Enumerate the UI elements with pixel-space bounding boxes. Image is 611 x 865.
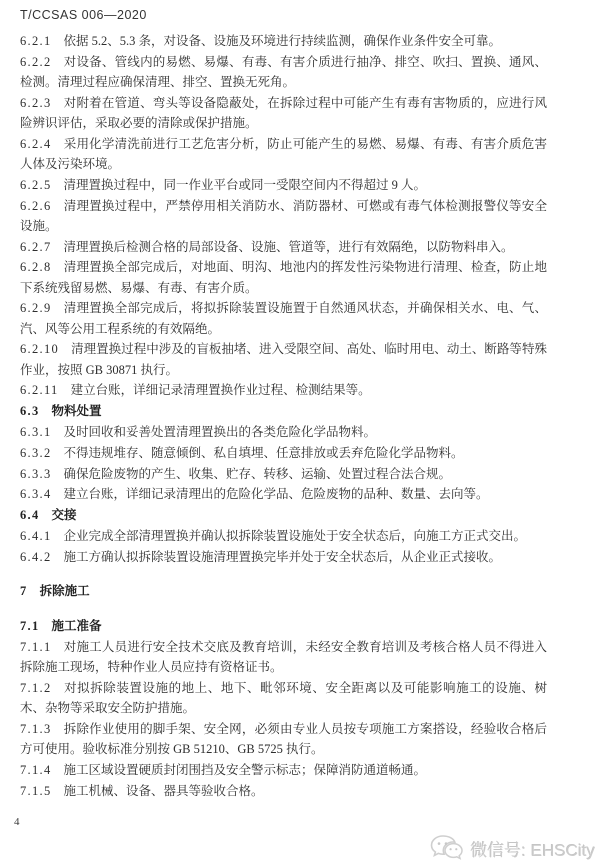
clause-7.1.1 xyxy=(20,637,547,677)
clause-6.3.3 xyxy=(20,464,547,484)
clause-number: 6.2.3 xyxy=(20,95,52,110)
clause-number: 6.3.2 xyxy=(20,445,52,460)
clause-number: 7 xyxy=(20,583,28,598)
clause-text: 对设备、管线内的易燃、易爆、有毒、有害介质进行抽净、排空、吹扫、置换、通风、检测。清理过程应确保清理、排空、置换无死角。 xyxy=(20,54,547,89)
clause-number: 6.3 xyxy=(20,404,40,419)
clause-6.2.11 xyxy=(20,380,547,400)
clause-text: 不得违规堆存、随意倾倒、私自填埋、任意排放或丢弃危险化学品物料。 xyxy=(63,445,464,460)
clause-number: 7.1.3 xyxy=(20,721,52,736)
clause-text: 清理置换全部完成后，对地面、明沟、地池内的挥发性污染物进行清理、检查，防止地下系统残留易燃、易爆、有毒、有害介质。 xyxy=(20,260,547,295)
clause-7.1.4 xyxy=(20,760,547,780)
clause-text: 清理置换后检测合格的局部设备、设施、管道等，进行有效隔绝，以防物料串入。 xyxy=(63,239,514,254)
clause-6.2.3 xyxy=(20,93,547,133)
clause-number: 6.2.8 xyxy=(20,260,52,275)
clause-text: 建立台账，详细记录清理出的危险化学品、危险废物的品种、数量、去向等。 xyxy=(63,487,489,502)
clause-7 xyxy=(20,581,547,601)
clause-7.1.5 xyxy=(20,781,547,801)
clause-6.2.10 xyxy=(20,339,547,379)
document-content-area xyxy=(20,8,547,801)
clause-number: 6.2.10 xyxy=(20,342,60,357)
clause-7.1 xyxy=(20,616,547,636)
clause-text: 企业完成全部清理置换并确认拟拆除装置设施处于安全状态后，向施工方正式交出。 xyxy=(63,528,527,543)
clause-number: 6.3.4 xyxy=(20,487,52,502)
clause-text: 施工区域设置硬质封闭围挡及安全警示标志；保障消防通道畅通。 xyxy=(63,762,427,777)
clause-text: 依据 5.2、5.3 条，对设备、设施及环境进行持续监测，确保作业条件安全可靠。 xyxy=(63,34,502,48)
clause-text: 对拟拆除装置设施的地上、地下、毗邻环境、安全距离以及可能影响施工的设施、树木、杂物等采取安全防护措施。 xyxy=(20,680,547,716)
clause-text: 清理置换过程中，严禁停用相关消防水、消防器材、可燃或有毒气体检测报警仪等安全设施。 xyxy=(20,198,547,233)
clause-text: 清理置换过程中涉及的盲板抽堵、进入受限空间、高处、临时用电、动土、断路等特殊作业，按照 GB 30871 执行。 xyxy=(20,342,547,377)
clause-number: 7.1 xyxy=(20,619,40,634)
clause-6.2.8 xyxy=(20,257,547,297)
clause-number: 7.1.5 xyxy=(20,783,52,798)
document-body xyxy=(20,31,547,801)
clause-6.3.1 xyxy=(20,422,547,442)
clause-text: 清理置换全部完成后，将拟拆除装置设施置于自然通风状态，并确保相关水、电、气、汽、风等公用工程系统的有效隔绝。 xyxy=(20,301,547,336)
clause-6.4 xyxy=(20,505,547,525)
clause-text: 采用化学清洗前进行工艺危害分析，防止可能产生的易燃、易爆、有毒、有害介质危害人体及污染环境。 xyxy=(20,136,547,171)
clause-number: 6.2.4 xyxy=(20,136,52,151)
standard-number-header: T/CCSAS 006—2020 xyxy=(20,8,147,22)
watermark-text: 微信号: EHSCity xyxy=(470,840,595,860)
clause-6.2.6 xyxy=(20,196,547,236)
clause-7.1.2 xyxy=(20,678,547,718)
clause-6.3 xyxy=(20,401,547,421)
clause-6.2.2 xyxy=(20,52,547,92)
clause-6.3.4 xyxy=(20,484,547,504)
clause-number: 7.1.4 xyxy=(20,762,52,777)
clause-6.4.2 xyxy=(20,547,547,567)
clause-number: 6.2.7 xyxy=(20,239,52,254)
clause-text: 对附着在管道、弯头等设备隐蔽处，在拆除过程中可能产生有毒有害物质的，应进行风险辨识评估，采取必要的清除或保护措施。 xyxy=(20,95,547,130)
clause-text: 及时回收和妥善处置清理置换出的各类危险化学品物料。 xyxy=(63,424,377,439)
clause-number: 6.2.6 xyxy=(20,198,52,213)
clause-6.2.4 xyxy=(20,134,547,174)
clause-6.2.7 xyxy=(20,237,547,257)
clause-number: 7.1.1 xyxy=(20,639,52,654)
clause-number: 7.1.2 xyxy=(20,680,52,695)
clause-text: 物料处置 xyxy=(51,404,102,419)
clause-number: 6.2.5 xyxy=(20,177,52,192)
clause-number: 6.3.3 xyxy=(20,466,52,481)
clause-text: 建立台账，详细记录清理置换作业过程、检测结果等。 xyxy=(70,383,371,398)
clause-text: 确保危险废物的产生、收集、贮存、转移、运输、处置过程合法合规。 xyxy=(63,466,452,481)
clause-text: 施工机械、设备、器具等验收合格。 xyxy=(63,783,264,798)
clause-text: 交接 xyxy=(51,508,77,523)
clause-number: 6.2.2 xyxy=(20,54,52,69)
clause-number: 6.2.9 xyxy=(20,301,52,316)
clause-6.4.1 xyxy=(20,526,547,546)
clause-text: 拆除作业使用的脚手架、安全网，必须由专业人员按专项施工方案搭设，经验收合格后方可使用。验收标准分别按 GB 51210、GB 5725 执行。 xyxy=(20,721,547,757)
clause-number: 6.4.2 xyxy=(20,549,52,564)
page-number: 4 xyxy=(14,816,20,828)
clause-text: 清理置换过程中，同一作业平台或同一受限空间内不得超过 9 人。 xyxy=(63,177,427,192)
clause-text: 施工方确认拟拆除装置设施清理置换完毕并处于安全状态后，从企业正式接收。 xyxy=(63,549,502,564)
clause-number: 6.2.11 xyxy=(20,383,59,398)
clause-6.2.9 xyxy=(20,298,547,338)
wechat-icon xyxy=(430,834,464,862)
clause-text: 拆除施工 xyxy=(39,583,90,598)
clause-number: 6.3.1 xyxy=(20,424,52,439)
watermark xyxy=(430,834,595,862)
clause-text: 施工准备 xyxy=(51,619,102,634)
clause-number: 6.2.1 xyxy=(20,34,52,48)
clause-6.3.2 xyxy=(20,443,547,463)
clause-number: 6.4.1 xyxy=(20,528,52,543)
clause-6.2.1 xyxy=(20,31,547,51)
clause-7.1.3 xyxy=(20,719,547,759)
clause-text: 对施工人员进行安全技术交底及教育培训，未经安全教育培训及考核合格人员不得进入拆除施工现场，特种作业人员应持有资格证书。 xyxy=(20,639,547,675)
clause-number: 6.4 xyxy=(20,508,40,523)
clause-6.2.5 xyxy=(20,175,547,195)
